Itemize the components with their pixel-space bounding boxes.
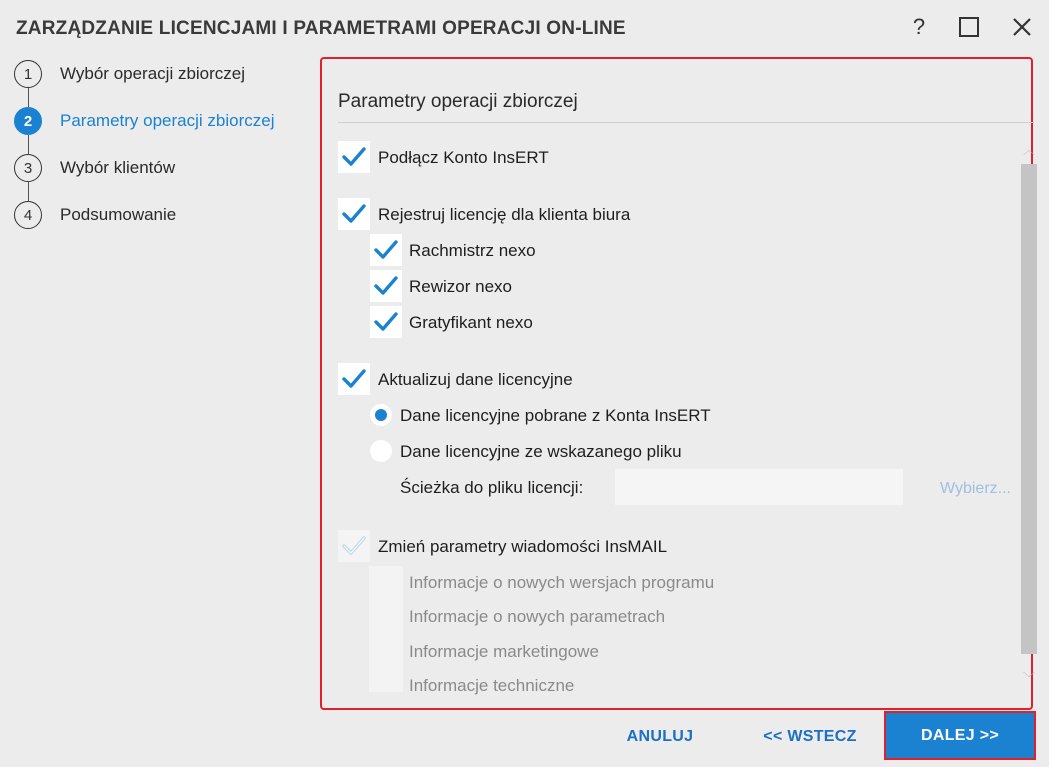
browse-file-link[interactable]: Wybierz... xyxy=(940,480,1011,497)
help-button[interactable] xyxy=(906,14,932,40)
close-icon xyxy=(1011,16,1033,38)
gratyfikant-checkbox[interactable] xyxy=(370,306,402,338)
wizard-steps xyxy=(14,60,304,248)
scroll-down-icon[interactable]: ﹀ xyxy=(1022,671,1035,685)
step-connector xyxy=(28,182,29,201)
wizard-step-3[interactable] xyxy=(14,154,304,201)
scrollbar-thumb[interactable] xyxy=(1021,164,1037,654)
radio-selected-dot xyxy=(375,409,387,421)
insmail-label[interactable]: Zmień parametry wiadomości InsMAIL xyxy=(378,537,668,556)
help-icon: ? xyxy=(912,14,926,39)
vertical-scrollbar[interactable] xyxy=(1021,142,1037,692)
step-connector xyxy=(28,135,29,154)
section-divider xyxy=(338,122,1034,123)
checkmark-icon xyxy=(373,311,399,333)
wizard-step-4[interactable] xyxy=(14,201,304,248)
wizard-step-1[interactable] xyxy=(14,60,304,107)
rachmistrz-checkbox[interactable] xyxy=(370,234,402,266)
title-bar xyxy=(0,0,1049,56)
license-path-label: Ścieżka do pliku licencji: xyxy=(400,478,584,497)
maximize-icon xyxy=(958,16,980,38)
checkmark-icon xyxy=(341,368,367,390)
checkmark-icon xyxy=(373,275,399,297)
register-license-label[interactable]: Rejestruj licencję dla klienta biura xyxy=(378,205,631,224)
checkmark-icon xyxy=(341,535,367,557)
license-from-account-label[interactable]: Dane licencyjne pobrane z Konta InsERT xyxy=(400,406,711,425)
step-number: 4 xyxy=(14,201,42,229)
step-number: 2 xyxy=(14,107,42,135)
update-license-label[interactable]: Aktualizuj dane licencyjne xyxy=(378,370,573,389)
insmail-checkbox-column xyxy=(369,566,403,692)
insmail-item-technical: Informacje techniczne xyxy=(409,676,575,695)
connect-account-label[interactable]: Podłącz Konto InsERT xyxy=(378,148,549,167)
window-title: ZARZĄDZANIE LICENCJAMI I PARAMETRAMI OPERACJI ON-LINE xyxy=(16,18,626,39)
update-license-checkbox[interactable] xyxy=(338,363,370,395)
connect-account-checkbox[interactable] xyxy=(338,141,370,173)
step-number: 3 xyxy=(14,154,42,182)
rewizor-label[interactable]: Rewizor nexo xyxy=(409,277,512,296)
wizard-step-2[interactable] xyxy=(14,107,304,154)
license-path-input[interactable] xyxy=(615,469,903,505)
license-from-file-label[interactable]: Dane licencyjne ze wskazanego pliku xyxy=(400,442,682,461)
checkmark-icon xyxy=(341,146,367,168)
section-title: Parametry operacji zbiorczej xyxy=(338,91,578,112)
license-from-account-radio[interactable] xyxy=(370,404,392,426)
cancel-button[interactable]: ANULUJ xyxy=(626,728,694,745)
back-button[interactable]: << WSTECZ xyxy=(763,728,857,745)
maximize-button[interactable] xyxy=(956,14,982,40)
step-label: Wybór operacji zbiorczej xyxy=(60,64,246,83)
step-connector xyxy=(28,88,29,107)
checkmark-icon xyxy=(373,239,399,261)
step-label: Podsumowanie xyxy=(60,205,177,224)
close-button[interactable] xyxy=(1009,14,1035,40)
register-license-checkbox[interactable] xyxy=(338,198,370,230)
step-number: 1 xyxy=(14,60,42,88)
license-from-file-radio[interactable] xyxy=(370,440,392,462)
next-button[interactable]: DALEJ >> xyxy=(884,711,1036,760)
rewizor-checkbox[interactable] xyxy=(370,270,402,302)
rachmistrz-label[interactable]: Rachmistrz nexo xyxy=(409,241,536,260)
insmail-item-marketing: Informacje marketingowe xyxy=(409,642,599,661)
insmail-item-versions: Informacje o nowych wersjach programu xyxy=(409,573,715,592)
scroll-up-icon[interactable]: ︿ xyxy=(1022,143,1035,157)
insmail-checkbox[interactable] xyxy=(338,530,370,562)
insmail-item-parameters: Informacje o nowych parametrach xyxy=(409,607,666,626)
gratyfikant-label[interactable]: Gratyfikant nexo xyxy=(409,313,533,332)
step-label: Wybór klientów xyxy=(60,158,176,177)
step-label: Parametry operacji zbiorczej xyxy=(60,111,275,130)
checkmark-icon xyxy=(341,203,367,225)
